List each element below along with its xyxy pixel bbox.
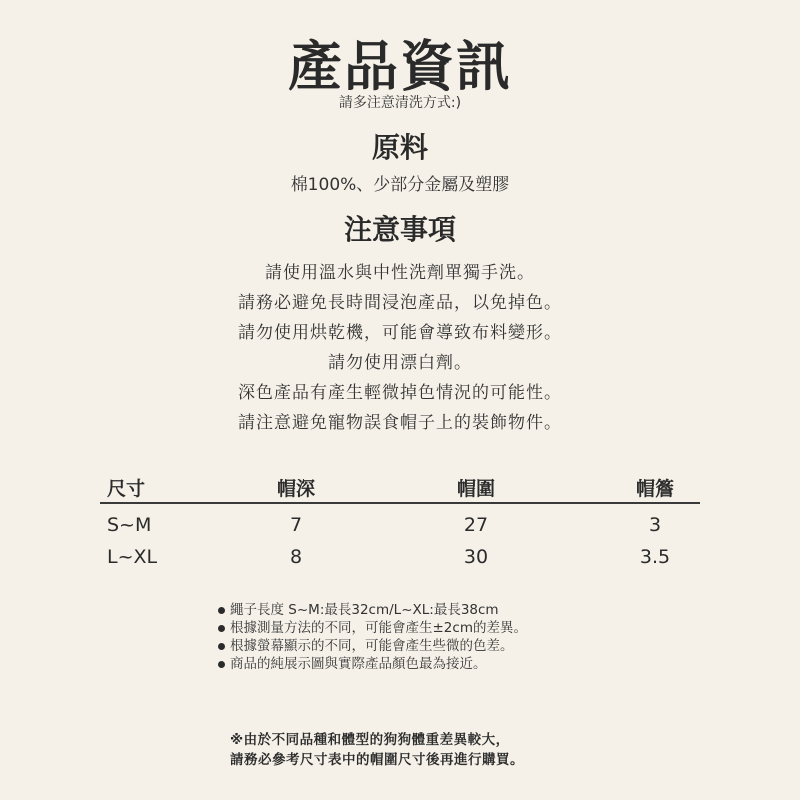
note-item: 請勿使用漂白劑。 <box>328 353 472 373</box>
header-size: 尺寸 <box>107 478 146 500</box>
notes-list <box>0 258 800 438</box>
size-table-header <box>100 470 700 504</box>
cell-size: S~M <box>107 514 152 536</box>
size-table <box>100 470 700 574</box>
bullet-text: 繩子長度 S~M:最長32cm/L~XL:最長38cm <box>230 602 499 618</box>
warning-line: ※由於不同品種和體型的狗狗體重差異較大， <box>230 732 510 748</box>
notes-heading: 注意事項 <box>343 213 456 246</box>
header-brim: 帽簷 <box>635 478 674 500</box>
cell-depth: 7 <box>289 514 303 536</box>
bullet-text: 商品的純展示圖與實際產品顏色最為接近。 <box>230 656 487 672</box>
page-title: 產品資訊 <box>288 35 512 98</box>
note-item: 請使用溫水與中性洗劑單獨手洗。 <box>265 263 535 283</box>
bullet-text: 根據螢幕顯示的不同，可能會產生些微的色差。 <box>230 638 514 654</box>
list-item <box>218 655 527 673</box>
cell-brim: 3 <box>648 514 662 536</box>
bullet-text: 根據測量方法的不同，可能會產生±2cm的差異。 <box>230 620 527 636</box>
cell-depth: 8 <box>289 546 303 568</box>
note-item: 請注意避免寵物誤食帽子上的裝飾物件。 <box>238 413 562 433</box>
cell-brim: 3.5 <box>639 546 671 568</box>
list-item <box>218 637 527 655</box>
header-depth: 帽深 <box>276 478 315 500</box>
bullet-dot-icon <box>218 661 225 668</box>
list-item <box>218 601 527 619</box>
note-item: 深色產品有產生輕微掉色情況的可能性。 <box>238 383 562 403</box>
bullet-dot-icon <box>218 643 225 650</box>
list-item <box>218 619 527 637</box>
materials-text: 棉100%、少部分金屬及塑膠 <box>290 175 510 195</box>
warning-line: 請務必參考尺寸表中的帽圍尺寸後再進行購買。 <box>230 752 524 768</box>
cell-size: L~XL <box>107 546 158 568</box>
cell-circumference: 30 <box>463 546 489 568</box>
bullet-dot-icon <box>218 607 225 614</box>
materials-heading: 原料 <box>371 131 428 164</box>
note-item: 請勿使用烘乾機，可能會導致布料變形。 <box>238 323 562 343</box>
warning-note <box>230 730 524 770</box>
bullet-list <box>218 601 527 673</box>
header-circumference: 帽圍 <box>456 478 495 500</box>
note-item: 請務必避免長時間浸泡產品，以免掉色。 <box>238 293 562 313</box>
table-row <box>100 542 700 574</box>
table-row <box>100 510 700 542</box>
page-subtitle: 請多注意清洗方式:) <box>338 95 462 111</box>
bullet-dot-icon <box>218 625 225 632</box>
cell-circumference: 27 <box>463 514 489 536</box>
